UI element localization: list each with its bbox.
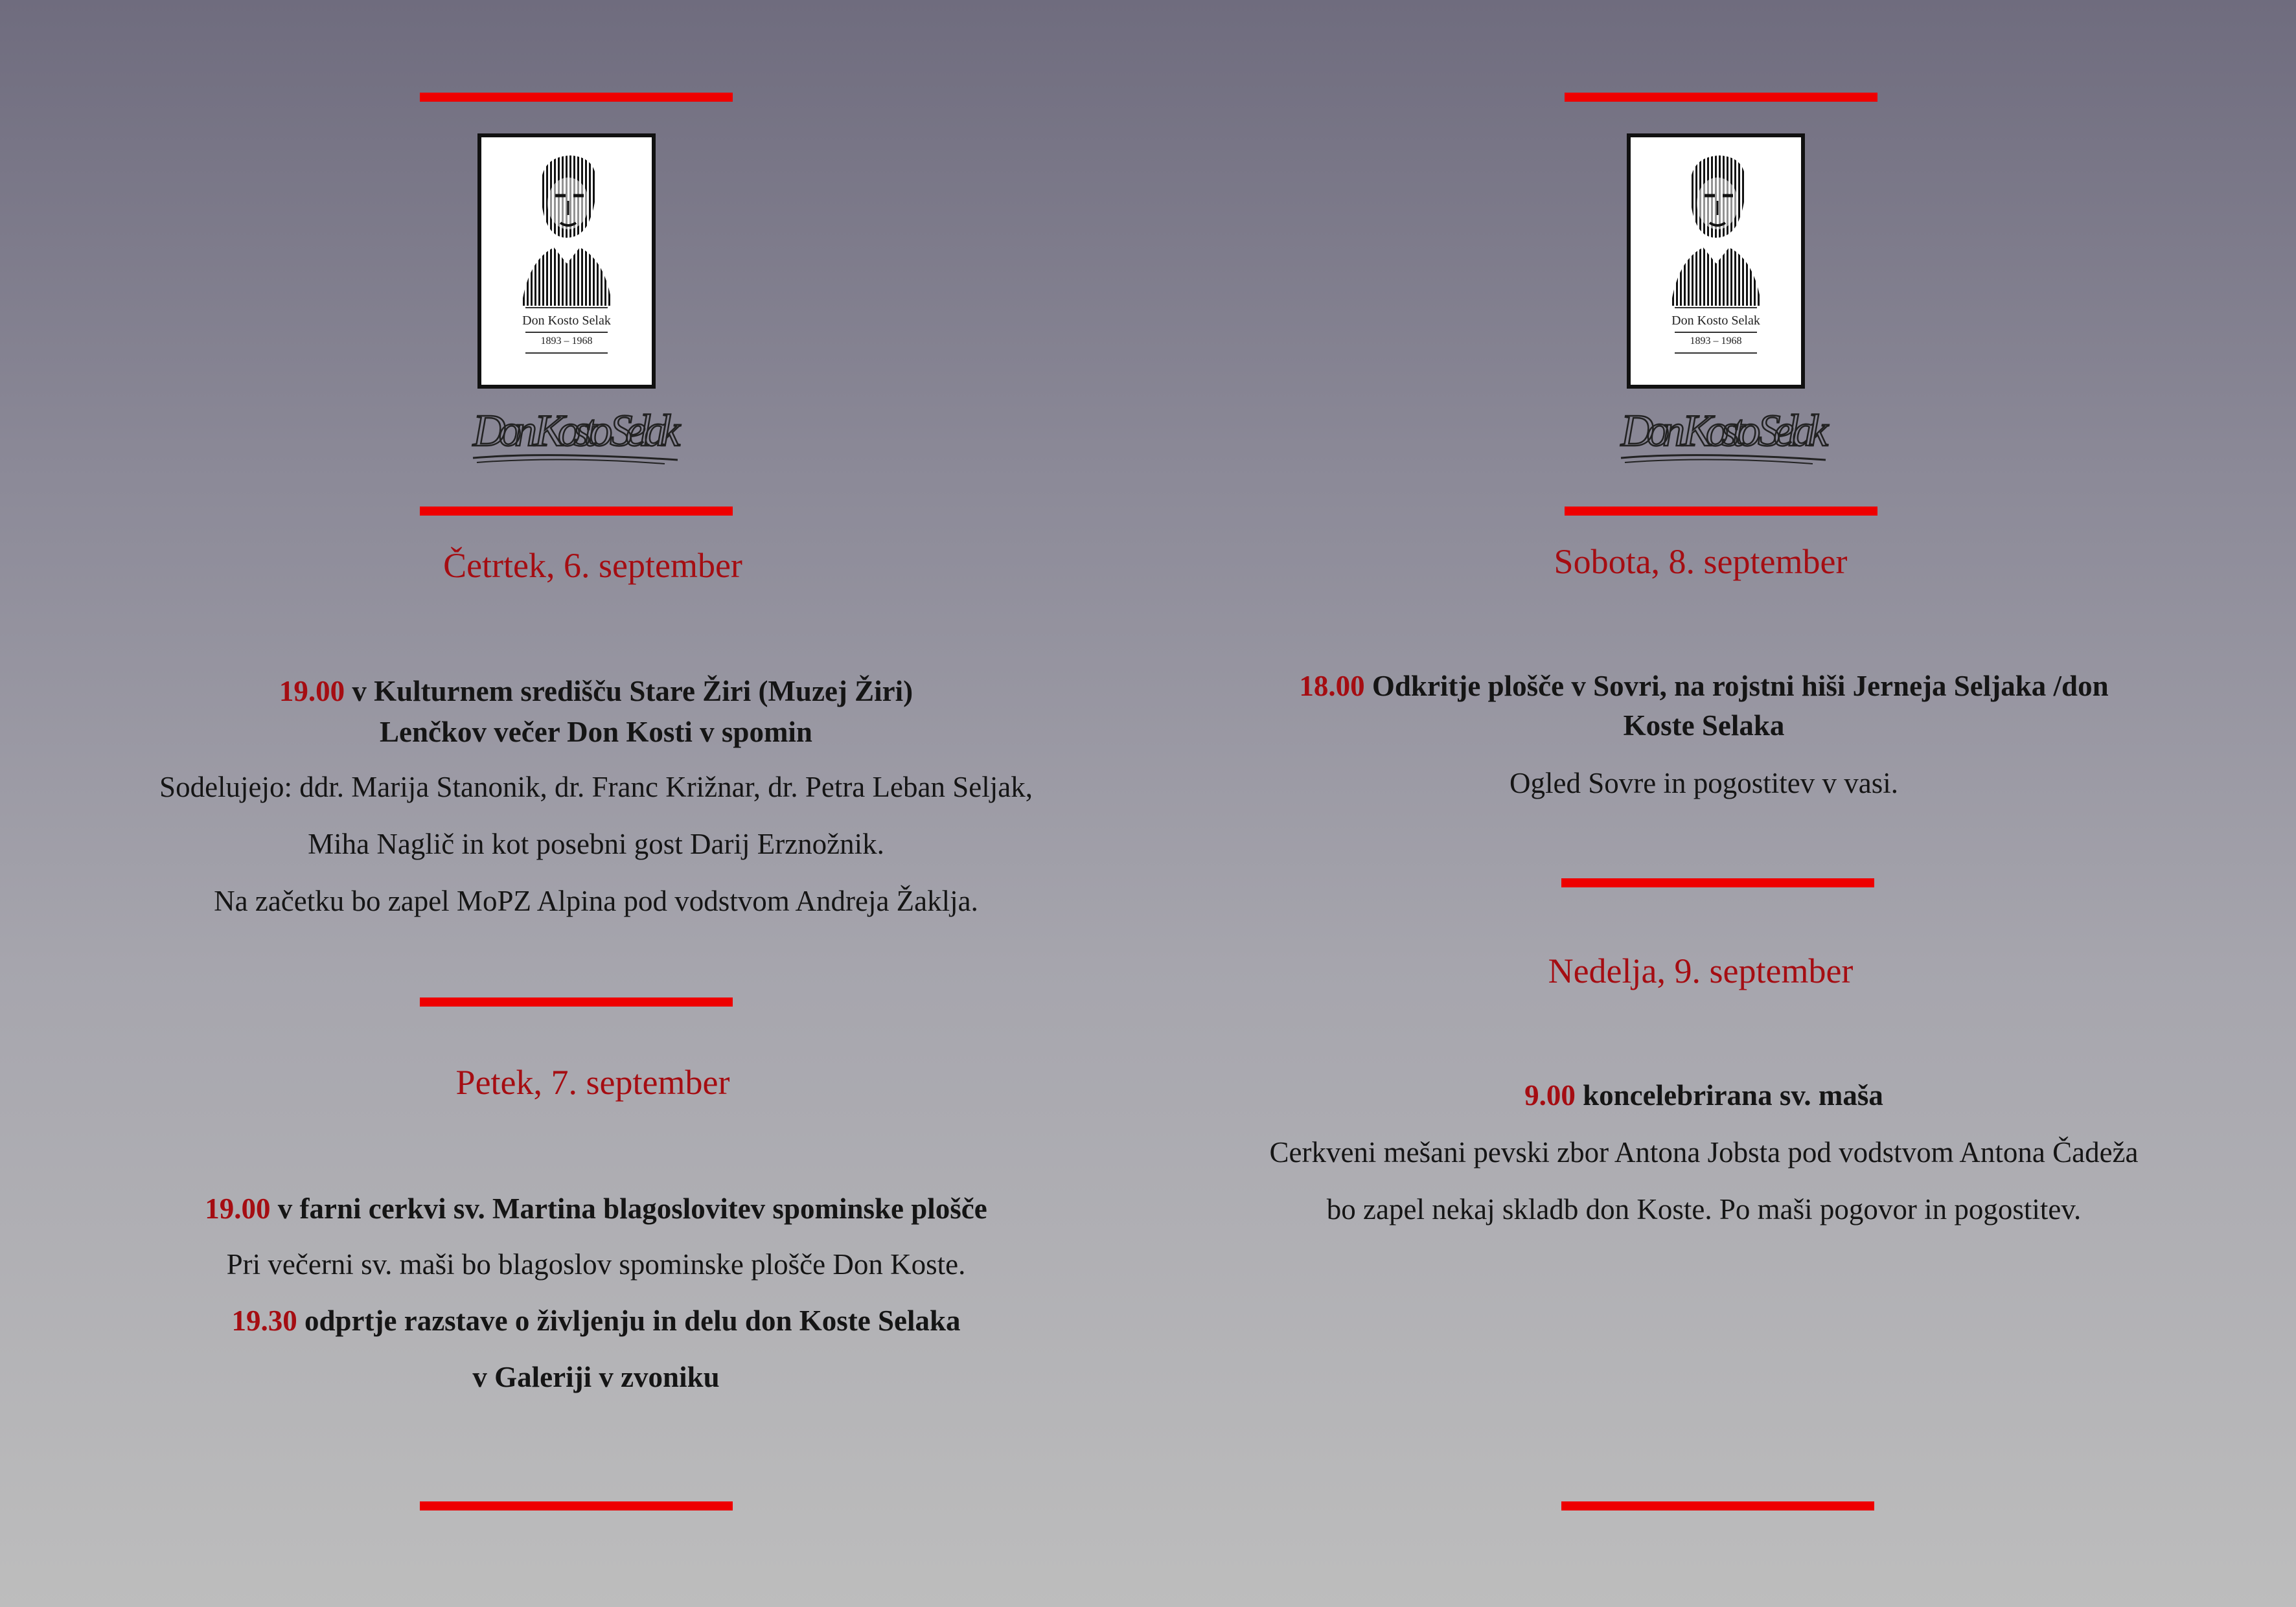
portrait-caption-name: Don Kosto Selak — [522, 313, 611, 328]
thursday-participants-3: Na začetku bo zapel MoPZ Alpina pod vodstvom Andreja Žaklja. — [214, 885, 978, 917]
portrait-caption-years: 1893 – 1968 — [1690, 336, 1742, 347]
day-heading-saturday: Sobota, 8. september — [1554, 542, 1848, 581]
sunday-event-text: koncelebrirana sv. maša — [1575, 1079, 1883, 1111]
day-heading-sunday: Nedelja, 9. september — [1548, 952, 1854, 990]
thursday-event-subtitle: Lenčkov večer Don Kosti v spomin — [380, 716, 812, 748]
day-heading-thursday: Četrtek, 6. september — [443, 546, 742, 585]
friday-event-line-3: v Galeriji v zvoniku — [472, 1361, 720, 1393]
caption-rule-bottom — [1675, 352, 1757, 354]
portrait-caption-years: 1893 – 1968 — [540, 336, 593, 347]
friday-event-text-2: odprtje razstave o življenju in delu don Koste Selaka — [297, 1305, 961, 1337]
thursday-participants-1: Sodelujejo: ddr. Marija Stanonik, dr. Franc Križnar, dr. Petra Leban Seljak, — [159, 771, 1033, 803]
saturday-description: Ogled Sovre in pogostitev v vasi. — [1510, 767, 1898, 799]
divider-bar — [1561, 1501, 1874, 1510]
divider-bar — [420, 507, 733, 516]
portrait-image — [515, 150, 619, 306]
sunday-description-2: bo zapel nekaj skladb don Koste. Po maši pogovor in pogostitev. — [1326, 1193, 2082, 1225]
friday-event-line-2 — [39, 1306, 1153, 1336]
day-heading-friday: Petek, 7. september — [455, 1063, 730, 1102]
signature-text: Don Kosto Selak — [1621, 406, 1828, 456]
caption-rule-top — [525, 307, 608, 308]
divider-bar — [420, 1501, 733, 1510]
friday-time-2: 19.30 — [231, 1305, 297, 1337]
saturday-event-line — [1160, 672, 2248, 701]
divider-bar — [420, 997, 733, 1007]
friday-description: Pri večerni sv. maši bo blagoslov spominske plošče Don Koste. — [226, 1248, 966, 1281]
thursday-event-text: v Kulturnem središču Stare Žiri (Muzej Žiri) — [345, 675, 913, 707]
signature-image — [1618, 396, 1832, 468]
divider-bar — [1561, 878, 1874, 887]
portrait-card — [477, 133, 656, 389]
signature-image — [470, 396, 684, 468]
caption-rule-bottom — [525, 352, 608, 354]
divider-bar — [420, 93, 733, 102]
portrait-image — [1664, 150, 1768, 306]
portrait-card — [1627, 133, 1805, 389]
saturday-event-subtitle: Koste Selaka — [1623, 709, 1785, 742]
saturday-time: 18.00 — [1299, 670, 1365, 702]
friday-event-text-1: v farni cerkvi sv. Martina blagoslovitev spominske plošče — [270, 1192, 987, 1225]
divider-bar — [1565, 507, 1877, 516]
sunday-event-line — [1160, 1081, 2248, 1110]
friday-event-line-1 — [39, 1194, 1153, 1224]
sunday-time: 9.00 — [1524, 1079, 1576, 1111]
portrait-caption-name: Don Kosto Selak — [1671, 313, 1760, 328]
thursday-event-line — [39, 677, 1153, 706]
caption-rule-middle — [1675, 332, 1757, 333]
sunday-description-1: Cerkveni mešani pevski zbor Antona Jobsta pod vodstvom Antona Čadeža — [1269, 1136, 2139, 1168]
thursday-participants-2: Miha Naglič in kot posebni gost Darij Erznožnik. — [308, 828, 884, 860]
caption-rule-top — [1675, 307, 1757, 308]
caption-rule-middle — [525, 332, 608, 333]
signature-text: Don Kosto Selak — [473, 406, 680, 456]
saturday-event-text: Odkritje plošče v Sovri, na rojstni hiši Jerneja Seljaka /don — [1364, 670, 2109, 702]
friday-time-1: 19.00 — [205, 1192, 271, 1225]
divider-bar — [1565, 93, 1877, 102]
thursday-time: 19.00 — [279, 675, 345, 707]
